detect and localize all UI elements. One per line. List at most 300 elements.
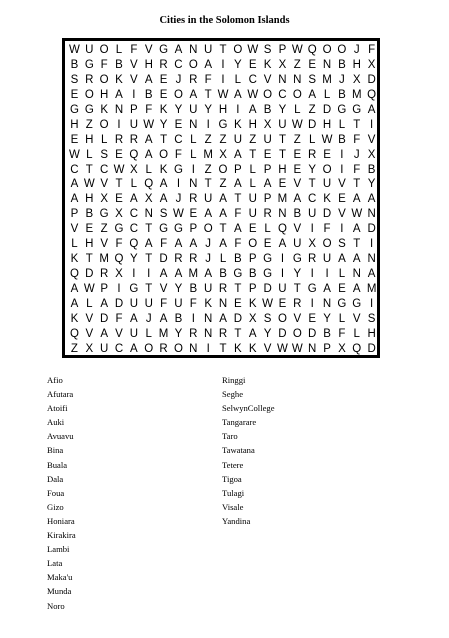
grid-letter: W	[69, 44, 80, 56]
grid-letter: O	[99, 118, 109, 131]
grid-letter: A	[70, 297, 79, 310]
word-list-item: Auki	[47, 417, 65, 428]
grid-letter: H	[85, 193, 94, 206]
grid-letter: A	[293, 193, 302, 206]
grid-letter: L	[249, 178, 256, 191]
grid-letter: N	[322, 297, 332, 310]
grid-letter: Z	[293, 58, 301, 71]
grid-letter: A	[159, 312, 168, 325]
grid-letter: X	[263, 118, 272, 131]
grid-letter: L	[86, 297, 93, 310]
grid-letter: I	[280, 253, 285, 266]
grid-letter: G	[307, 283, 317, 295]
grid-letter: W	[83, 178, 95, 191]
word-list-item: Tawatana	[222, 445, 255, 456]
grid-letter: A	[234, 88, 242, 101]
grid-letter: U	[85, 44, 94, 56]
grid-letter: A	[204, 58, 212, 71]
grid-letter: W	[351, 208, 363, 221]
grid-letter: R	[308, 253, 317, 266]
grid-letter: E	[85, 223, 94, 236]
grid-letter: K	[263, 58, 272, 71]
grid-letter: A	[130, 193, 138, 206]
grid-letter: S	[100, 148, 108, 161]
grid-letter: U	[322, 253, 332, 266]
grid-letter: I	[340, 223, 344, 236]
grid-letter: C	[129, 223, 139, 236]
grid-letter: Q	[144, 178, 154, 191]
grid-letter: T	[353, 238, 361, 251]
grid-letter: U	[204, 44, 213, 56]
grid-letter: A	[219, 238, 227, 251]
grid-letter: K	[100, 103, 108, 116]
grid-letter: Z	[308, 103, 316, 116]
grid-letter: U	[129, 297, 139, 310]
grid-letter: K	[204, 297, 212, 310]
grid-letter: L	[264, 223, 271, 236]
grid-letter: X	[367, 58, 376, 71]
grid-letter: G	[263, 268, 273, 281]
grid-letter: T	[204, 88, 212, 101]
grid-letter: W	[113, 163, 125, 176]
grid-letter: Q	[352, 342, 362, 355]
grid-letter: B	[338, 133, 346, 146]
grid-letter: O	[203, 223, 213, 236]
grid-letter: R	[189, 73, 198, 86]
grid-letter: D	[85, 268, 94, 281]
grid-letter: Y	[174, 327, 183, 340]
grid-letter: G	[159, 44, 169, 56]
grid-letter: E	[293, 148, 302, 161]
word-list-item: Buala	[47, 459, 68, 470]
grid-letter: O	[248, 238, 258, 251]
grid-letter: G	[129, 283, 139, 295]
grid-letter: B	[248, 268, 257, 281]
grid-letter: N	[278, 208, 287, 221]
grid-letter: H	[218, 103, 228, 116]
grid-letter: I	[117, 283, 121, 295]
grid-letter: G	[337, 297, 347, 310]
grid-letter: Z	[293, 133, 301, 146]
grid-letter: Y	[308, 163, 317, 176]
puzzle-title: Cities in the Solomon Islands	[159, 15, 290, 26]
grid-letter: H	[278, 163, 287, 176]
grid-letter: R	[189, 327, 198, 340]
grid-letter: Z	[100, 223, 108, 236]
grid-letter: R	[189, 253, 198, 266]
grid-letter: X	[100, 193, 108, 206]
grid-letter: W	[291, 342, 303, 355]
grid-letter: N	[367, 253, 376, 266]
grid-letter: J	[145, 312, 152, 325]
grid-letter: J	[175, 193, 182, 206]
grid-letter: E	[278, 297, 287, 310]
word-list-item: Bina	[47, 445, 64, 456]
word-list-item: Tetere	[222, 459, 244, 470]
grid-letter: I	[206, 342, 210, 355]
grid-letter: O	[292, 327, 302, 340]
grid-letter: A	[352, 223, 361, 236]
word-list-item: Honiara	[47, 515, 75, 526]
grid-letter: T	[160, 133, 168, 146]
grid-letter: G	[69, 103, 79, 116]
grid-letter: S	[263, 312, 272, 325]
grid-letter: N	[189, 118, 198, 131]
grid-letter: A	[204, 208, 212, 221]
grid-letter: C	[174, 58, 183, 71]
grid-letter: I	[310, 223, 314, 236]
grid-letter: L	[308, 133, 316, 146]
grid-letter: R	[85, 73, 94, 86]
grid-letter: I	[206, 118, 210, 131]
grid-letter: U	[293, 238, 302, 251]
grid-letter: O	[144, 342, 154, 355]
grid-letter: G	[337, 103, 347, 116]
grid-letter: T	[145, 223, 153, 236]
grid-letter: B	[115, 58, 123, 71]
grid-letter: N	[204, 327, 213, 340]
grid-letter: F	[115, 238, 123, 251]
grid-letter: G	[173, 223, 183, 236]
grid-letter: D	[308, 118, 317, 131]
grid-letter: O	[292, 88, 302, 101]
grid-letter: U	[248, 193, 257, 206]
grid-letter: A	[234, 178, 242, 191]
word-search-grid	[67, 43, 379, 357]
grid-letter: M	[366, 283, 377, 295]
grid-letter: A	[144, 238, 153, 251]
grid-letter: F	[100, 58, 108, 71]
grid-letter: T	[219, 223, 227, 236]
grid-letter: U	[204, 193, 213, 206]
grid-letter: V	[263, 342, 272, 355]
grid-letter: F	[174, 148, 182, 161]
grid-letter: I	[370, 118, 374, 131]
grid-letter: L	[234, 73, 242, 86]
grid-letter: A	[367, 268, 376, 281]
grid-letter: B	[323, 327, 331, 340]
grid-letter: I	[280, 268, 285, 281]
grid-letter: I	[221, 73, 225, 86]
grid-letter: A	[100, 297, 108, 310]
grid-letter: J	[339, 73, 345, 86]
grid-letter: A	[70, 178, 79, 191]
grid-letter: A	[189, 238, 198, 251]
grid-letter: L	[71, 238, 78, 251]
grid-letter: C	[70, 163, 79, 176]
grid-letter: U	[129, 118, 139, 131]
grid-letter: U	[308, 208, 317, 221]
grid-letter: P	[234, 163, 242, 176]
grid-letter: H	[352, 58, 361, 71]
grid-letter: G	[84, 58, 94, 71]
grid-letter: A	[248, 103, 257, 116]
grid-letter: A	[159, 178, 168, 191]
grid-letter: V	[130, 58, 138, 71]
grid-letter: T	[85, 253, 93, 266]
grid-letter: E	[189, 208, 198, 221]
grid-letter: Z	[204, 133, 212, 146]
grid-letter: S	[367, 312, 376, 325]
grid-letter: T	[278, 133, 286, 146]
grid-letter: I	[132, 88, 136, 101]
grid-letter: R	[218, 283, 228, 295]
grid-letter: I	[147, 268, 151, 281]
grid-letter: Q	[69, 327, 79, 340]
grid-letter: M	[277, 193, 288, 206]
grid-letter: O	[99, 44, 109, 56]
grid-letter: C	[99, 163, 109, 176]
grid-letter: E	[323, 148, 331, 161]
grid-letter: O	[322, 238, 332, 251]
grid-letter: U	[144, 297, 153, 310]
grid-letter: A	[338, 253, 346, 266]
grid-letter: R	[293, 297, 302, 310]
grid-letter: V	[338, 208, 346, 221]
grid-letter: I	[132, 268, 136, 281]
grid-letter: L	[145, 327, 152, 340]
grid-letter: X	[115, 268, 123, 281]
grid-letter: U	[248, 208, 257, 221]
grid-letter: H	[70, 118, 79, 131]
grid-letter: E	[174, 118, 183, 131]
word-list-item: Yandina	[222, 515, 251, 526]
grid-letter: V	[293, 223, 302, 236]
grid-letter: A	[159, 268, 168, 281]
grid-letter: A	[70, 283, 79, 295]
grid-letter: V	[70, 223, 79, 236]
grid-letter: U	[204, 283, 213, 295]
grid-letter: D	[233, 312, 243, 325]
grid-letter: R	[174, 253, 183, 266]
grid-letter: D	[322, 208, 332, 221]
grid-letter: F	[353, 163, 361, 176]
grid-letter: E	[308, 58, 317, 71]
grid-letter: I	[236, 103, 240, 116]
grid-letter: E	[338, 193, 346, 206]
grid-letter: K	[159, 163, 168, 176]
grid-letter: D	[322, 103, 332, 116]
grid-letter: Q	[367, 88, 377, 101]
grid-letter: T	[308, 178, 316, 191]
grid-letter: Q	[129, 238, 139, 251]
grid-letter: A	[352, 253, 361, 266]
word-list-item: Maka'u	[47, 572, 73, 583]
grid-letter: A	[367, 103, 376, 116]
grid-letter: O	[322, 163, 332, 176]
grid-letter: K	[115, 73, 123, 86]
grid-letter: U	[278, 283, 287, 295]
grid-letter: A	[130, 342, 138, 355]
grid-letter: M	[158, 327, 169, 340]
grid-letter: T	[204, 178, 212, 191]
grid-letter: W	[173, 208, 184, 221]
grid-letter: Z	[85, 118, 93, 131]
grid-letter: N	[114, 103, 124, 116]
grid-letter: I	[310, 297, 314, 310]
grid-letter: B	[263, 103, 272, 116]
grid-letter: U	[174, 297, 183, 310]
grid-letter: M	[322, 73, 332, 86]
grid-letter: P	[278, 44, 287, 56]
grid-letter: O	[173, 88, 183, 101]
grid-letter: L	[190, 148, 197, 161]
grid-letter: Y	[234, 58, 242, 71]
grid-letter: Y	[323, 312, 331, 325]
grid-letter: I	[340, 163, 344, 176]
grid-letter: V	[130, 73, 138, 86]
grid-letter: B	[219, 268, 227, 281]
grid-letter: L	[100, 133, 108, 146]
grid-letter: J	[205, 238, 212, 251]
grid-letter: K	[70, 312, 79, 325]
grid-letter: E	[338, 283, 346, 295]
grid-letter: X	[219, 148, 227, 161]
grid-letter: W	[277, 342, 288, 355]
grid-letter: H	[85, 133, 94, 146]
grid-letter: T	[219, 342, 227, 355]
grid-letter: G	[99, 208, 109, 221]
grid-letter: L	[190, 133, 197, 146]
grid-letter: C	[129, 208, 139, 221]
grid-letter: E	[70, 133, 79, 146]
word-list-right	[222, 373, 275, 528]
grid-letter: X	[248, 312, 257, 325]
grid-letter: F	[160, 297, 168, 310]
grid-letter: D	[99, 312, 109, 325]
grid-letter: A	[219, 312, 227, 325]
grid-letter: B	[293, 208, 302, 221]
grid-letter: V	[338, 178, 346, 191]
grid-letter: Y	[174, 283, 183, 295]
grid-letter: O	[263, 88, 273, 101]
grid-letter: X	[115, 208, 123, 221]
grid-letter: Q	[114, 253, 124, 266]
grid-letter: E	[278, 178, 287, 191]
grid-letter: A	[263, 178, 272, 191]
grid-letter: Z	[70, 342, 78, 355]
grid-letter: T	[145, 253, 153, 266]
grid-letter: E	[263, 238, 272, 251]
grid-letter: B	[189, 283, 198, 295]
grid-letter: Y	[130, 253, 138, 266]
grid-letter: C	[248, 73, 257, 86]
grid-letter: L	[130, 178, 138, 191]
grid-letter: W	[217, 88, 229, 101]
grid-letter: G	[159, 223, 169, 236]
grid-letter: W	[83, 283, 95, 295]
grid-letter: A	[204, 268, 212, 281]
grid-letter: P	[263, 193, 272, 206]
grid-letter: X	[352, 73, 361, 86]
grid-letter: B	[338, 58, 346, 71]
grid-letter: F	[189, 297, 197, 310]
grid-letter: F	[130, 44, 138, 56]
grid-letter: V	[85, 312, 94, 325]
grid-letter: Y	[293, 268, 302, 281]
word-list-item: Noro	[47, 600, 65, 611]
grid-letter: A	[174, 44, 183, 56]
grid-letter: T	[278, 148, 286, 161]
grid-letter: N	[352, 268, 361, 281]
grid-letter: U	[322, 178, 332, 191]
grid-letter: P	[263, 163, 272, 176]
grid-letter: K	[234, 342, 242, 355]
grid-letter: D	[159, 253, 168, 266]
grid-letter: O	[99, 73, 109, 86]
grid-letter: Y	[263, 327, 272, 340]
grid-letter: N	[308, 342, 317, 355]
grid-letter: N	[218, 297, 228, 310]
grid-letter: Q	[307, 44, 317, 56]
grid-letter: W	[69, 148, 80, 161]
grid-letter: E	[115, 148, 123, 161]
grid-letter: I	[370, 297, 374, 310]
grid-letter: F	[368, 44, 376, 56]
word-list-item: Visale	[222, 501, 244, 512]
grid-letter: S	[338, 238, 346, 251]
grid-letter: W	[291, 44, 303, 56]
grid-letter: Y	[367, 178, 376, 191]
grid-letter: N	[189, 44, 198, 56]
grid-letter: P	[323, 342, 331, 355]
grid-letter: G	[352, 103, 362, 116]
grid-letter: U	[278, 118, 287, 131]
grid-letter: F	[338, 327, 346, 340]
grid-letter: L	[338, 268, 346, 281]
grid-letter: A	[323, 283, 331, 295]
grid-letter: D	[367, 342, 376, 355]
grid-letter: A	[367, 193, 376, 206]
word-list-item: Avuavu	[47, 431, 74, 442]
word-list-item: Atoifi	[47, 403, 68, 414]
grid-letter: O	[218, 163, 228, 176]
grid-letter: A	[174, 268, 183, 281]
grid-letter: E	[70, 88, 79, 101]
grid-letter: P	[100, 283, 108, 295]
grid-letter: Y	[159, 118, 168, 131]
grid-letter: B	[85, 208, 94, 221]
grid-letter: X	[308, 238, 317, 251]
grid-letter: K	[248, 342, 257, 355]
grid-letter: G	[233, 268, 243, 281]
grid-letter: T	[234, 327, 242, 340]
grid-letter: U	[263, 133, 272, 146]
word-list-item: Lambi	[47, 544, 70, 555]
grid-letter: Z	[219, 133, 227, 146]
grid-letter: N	[189, 342, 198, 355]
grid-letter: T	[293, 283, 301, 295]
word-list-item: Dala	[47, 473, 64, 484]
grid-letter: F	[323, 223, 331, 236]
grid-letter: T	[353, 178, 361, 191]
grid-letter: Q	[69, 268, 79, 281]
grid-letter: Z	[204, 163, 212, 176]
grid-letter: J	[175, 73, 182, 86]
grid-letter: I	[176, 178, 181, 191]
grid-letter: R	[218, 327, 228, 340]
grid-letter: N	[293, 73, 302, 86]
grid-letter: D	[367, 223, 376, 236]
grid-letter: D	[308, 327, 317, 340]
grid-letter: L	[115, 44, 123, 56]
grid-letter: L	[86, 148, 93, 161]
grid-letter: F	[353, 133, 361, 146]
grid-letter: A	[159, 193, 168, 206]
grid-letter: A	[174, 238, 183, 251]
grid-letter: S	[70, 73, 79, 86]
word-list-item: SelwynCollege	[222, 403, 275, 414]
